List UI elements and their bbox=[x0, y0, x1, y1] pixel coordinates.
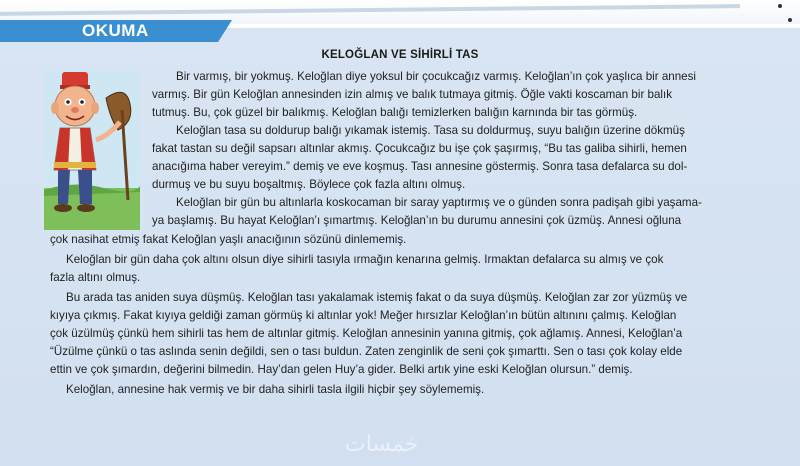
story-line: Keloğlan tasa su doldurup balığı yıkamak istemiş. Tasa su doldurmuş, suyu balığın üzerine dökmüş bbox=[176, 124, 685, 137]
story-line: anacığıma haber vereyim.” demiş ve eve koşmuş. Tası annesine göstermiş. Sonra tasa defalarca su dol- bbox=[152, 160, 688, 173]
story-line: fakat tastan su değil sapsarı altınlar akmış. Çocukcağız bu işe çok şaşırmış, “Bu tas galiba sihirli, hemen bbox=[152, 142, 687, 155]
story-line: Keloğlan bir gün daha çok altını olsun diye sihirli tasıyla ırmağın kenarına gelmiş. Irmaktan defalarca su almış ve çok bbox=[66, 253, 664, 266]
story-line: Keloğlan, annesine hak vermiş ve bir daha sihirli tasla ilgili hiçbir şey söylememiş. bbox=[66, 383, 485, 396]
story-line: durmuş ve bu suyu boşaltmış. Böylece çok fazla altını olmuş. bbox=[152, 178, 466, 191]
story-line: Keloğlan bir gün bu altınlarla koskocaman bir saray yaptırmış ve o günden sonra padişah gibi yaşama- bbox=[176, 196, 702, 209]
story-line: “Üzülme çünkü o tas aslında senin değildi, sen o tası buldun. Zaten zenginlik de seni çok şımarttı. Sen o tası çok kolay elde bbox=[50, 345, 683, 358]
story-line: ettin ve çok şımardın, değerini bilmedin. Hay’dan gelen Huy’a gider. Belki artık yine eski Keloğlan olursun.” demiş. bbox=[50, 363, 633, 376]
story-line: varmış. Bir gün Keloğlan annesinden izin almış ve balık tutmaya gitmiş. Öğle vakti koscaman bir balık bbox=[152, 88, 673, 101]
story-line: Bir varmış, bir yokmuş. Keloğlan diye yoksul bir çocukcağız varmış. Keloğlan’ın çok yaşlıca bir annesi bbox=[176, 70, 696, 83]
story-line: tutmuş. Bu, çok güzel bir balıkmış. Keloğlan balığı temizlerken balığın karnında bir tas görmüş. bbox=[152, 106, 638, 119]
story-line: çok nasihat etmiş fakat Keloğlan yaşlı anacığının sözünü dinlememiş. bbox=[50, 233, 407, 246]
corner-dot bbox=[788, 18, 792, 22]
corner-dot bbox=[778, 4, 782, 8]
story-line: fazla altını olmuş. bbox=[50, 271, 141, 284]
story-line: çok üzülmüş çünkü hem sihirli tas hem de altınlar gitmiş. Keloğlan annesinin yanına gitmiş, çok ağlamış. Annesi, Keloğlan’a bbox=[50, 327, 683, 340]
section-tab-label: OKUMA bbox=[82, 21, 149, 40]
story-line: ya başlamış. Bu hayat Keloğlan’ı şımartmış. Keloğlan’ın bu durumu annesini çok üzmüş. Annesi oğluna bbox=[152, 214, 682, 227]
watermark-text: خمسات bbox=[345, 432, 419, 457]
keloglan-illustration bbox=[44, 70, 140, 230]
story-line: Bu arada tas aniden suya düşmüş. Keloğlan tası yakalamak istemiş fakat o da suya düşmüş. Keloğlan zar zor yüzmüş ve bbox=[66, 291, 688, 304]
story-line: kıyıya çıkmış. Fakat kıyıya geldiği zaman görmüş ki altınlar yok! Meğer hırsızlar Keloğlan’ın bütün altınını çalmış. Keloğlan bbox=[50, 309, 677, 322]
story-title: KELOĞLAN VE SİHİRLİ TAS bbox=[321, 49, 479, 61]
